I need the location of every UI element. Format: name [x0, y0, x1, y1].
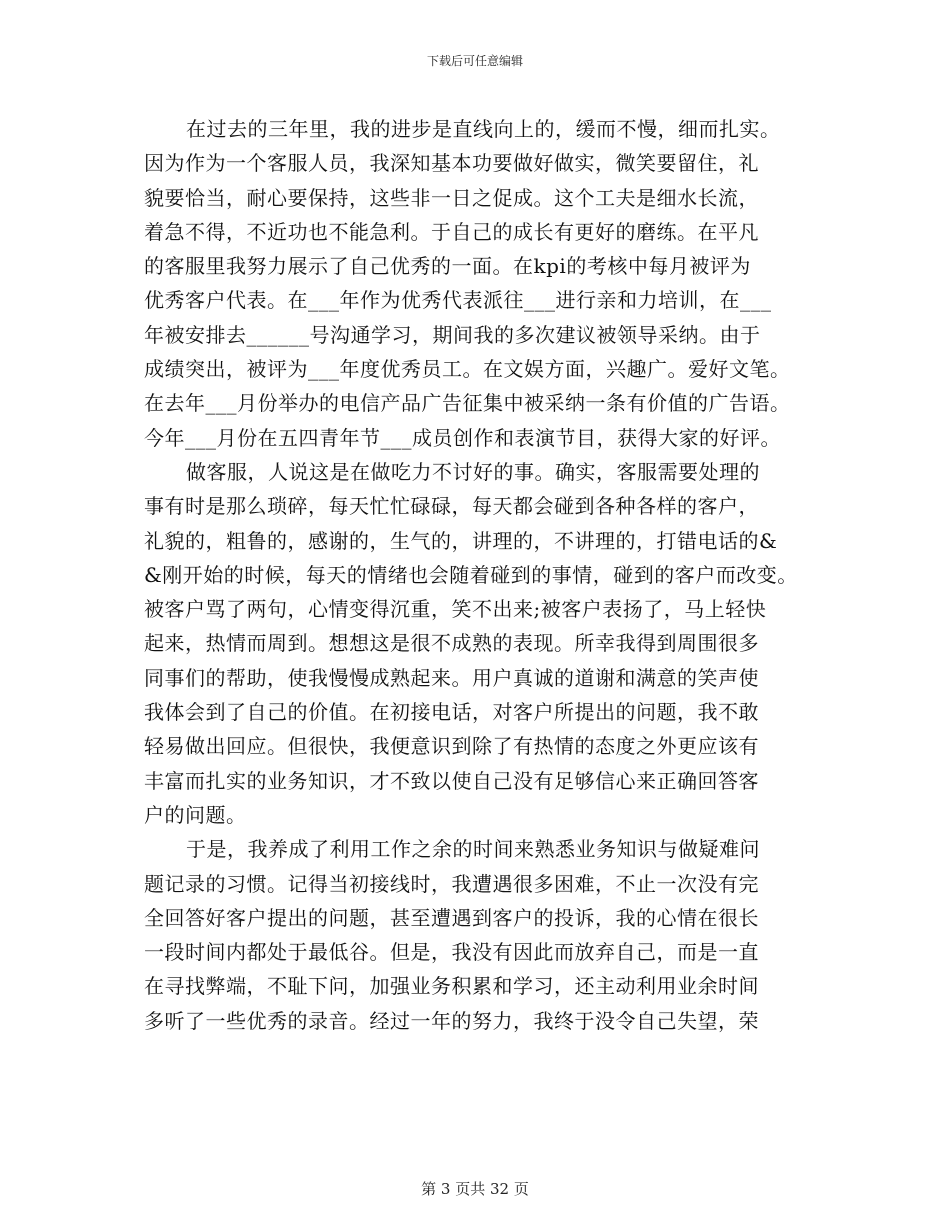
- text-line: 的客服里我努力展示了自己优秀的一面。在kpi的考核中每月被评为: [144, 254, 751, 279]
- text-line: 成绩突出，被评为___年度优秀员工。在文娱方面，兴趣广。爱好文笔。: [144, 357, 791, 382]
- text-line: 全回答好客户提出的问题，甚至遭遇到客户的投诉，我的心情在很长: [144, 905, 759, 930]
- text-line: 户的问题。: [144, 802, 247, 827]
- text-line: 我体会到了自己的价值。在初接电话，对客户所提出的问题，我不敢: [144, 700, 759, 725]
- text-line: 被客户骂了两句，心情变得沉重，笑不出来;被客户表扬了，马上轻快: [144, 597, 767, 622]
- text-line: &刚开始的时候，每天的情绪也会随着碰到的事情，碰到的客户而改变。: [144, 562, 798, 587]
- text-line: 优秀客户代表。在___年作为优秀代表派往___进行亲和力培训，在___: [144, 288, 772, 313]
- text-line: 起来，热情而周到。想想这是很不成熟的表现。所幸我得到周围很多: [144, 631, 759, 656]
- text-line: 一段时间内都处于最低谷。但是，我没有因此而放弃自己，而是一直: [144, 940, 759, 965]
- page-header-note: 下载后可任意编辑: [426, 54, 523, 68]
- text-line: 事有时是那么琐碎，每天忙忙碌碌，每天都会碰到各种各样的客户，: [144, 494, 759, 519]
- text-line: 在过去的三年里，我的进步是直线向上的，缓而不慢，细而扎实。: [186, 117, 781, 141]
- text-line: 在寻找弊端，不耻下问，加强业务积累和学习，还主动利用业余时间: [144, 974, 759, 999]
- text-line: 做客服，人说这是在做吃力不讨好的事。确实，客服需要处理的: [186, 459, 760, 484]
- text-line: 貌要恰当，耐心要保持，这些非一日之促成。这个工夫是细水长流，: [144, 185, 759, 210]
- text-line: 多听了一些优秀的录音。经过一年的努力，我终于没令自己失望，荣: [144, 1008, 759, 1033]
- text-line: 于是，我养成了利用工作之余的时间来熟悉业务知识与做疑难问: [186, 837, 760, 862]
- text-line: 着急不得，不近功也不能急利。于自己的成长有更好的磨练。在平凡: [144, 219, 759, 244]
- text-line: 今年___月份在五四青年节___成员创作和表演节目，获得大家的好评。: [144, 425, 781, 450]
- text-line: 同事们的帮助，使我慢慢成熟起来。用户真诚的道谢和满意的笑声使: [144, 665, 759, 690]
- text-line: 年被安排去______号沟通学习，期间我的多次建议被领导采纳。由于: [144, 322, 761, 347]
- text-line: 轻易做出回应。但很快，我便意识到除了有热情的态度之外更应该有: [144, 734, 759, 759]
- text-line: 题记录的习惯。记得当初接线时，我遭遇很多困难，不止一次没有完: [144, 871, 759, 896]
- text-line: 因为作为一个客服人员，我深知基本功要做好做实，微笑要留住，礼: [144, 151, 759, 176]
- text-line: 在去年___月份举办的电信产品广告征集中被采纳一条有价值的广告语。: [144, 391, 791, 416]
- document-body: [144, 112, 816, 1038]
- text-line: 丰富而扎实的业务知识，才不致以使自己没有足够信心来正确回答客: [144, 768, 759, 793]
- text-line: 礼貌的，粗鲁的，感谢的，生气的，讲理的，不讲理的，打错电话的&: [144, 528, 778, 553]
- page-number-footer: 第 3 页共 32 页: [421, 1180, 529, 1198]
